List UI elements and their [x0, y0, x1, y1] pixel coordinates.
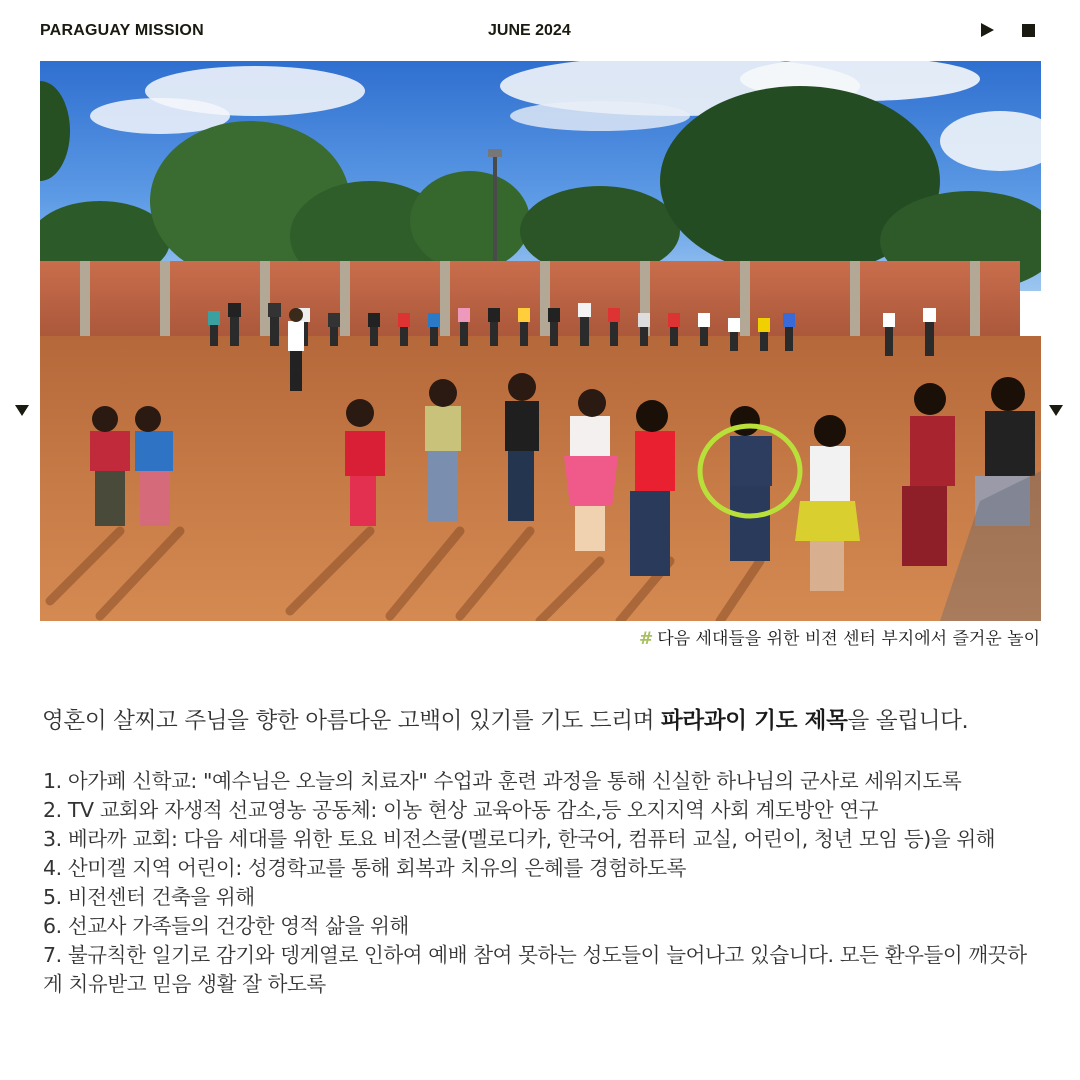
intro-after: 을 올립니다.	[847, 708, 969, 734]
photo-caption	[639, 624, 1040, 649]
mission-title: PARAGUAY MISSION	[40, 22, 204, 39]
prayer-list	[43, 767, 1043, 999]
prayer-item: 1. 아가페 신학교: "예수님은 오늘의 치료자" 수업과 훈련 과정을 통해 신실한 하나님의 군사로 세워지도록	[43, 769, 962, 793]
header	[0, 0, 1080, 60]
date-label: JUNE 2024	[488, 22, 571, 39]
mission-photo	[40, 61, 1041, 621]
left-triangle-icon[interactable]	[15, 405, 29, 416]
play-icon[interactable]	[981, 23, 994, 37]
intro-before: 영혼이 살찌고 주님을 향한 아름다운 고백이 있기를 기도 드리며	[42, 708, 661, 734]
intro-text	[42, 703, 968, 735]
prayer-item: 4. 산미겔 지역 어린이: 성경학교를 통해 회복과 치유의 은혜를 경험하도록	[43, 856, 686, 880]
right-triangle-icon[interactable]	[1049, 405, 1063, 416]
prayer-item: 3. 베라까 교회: 다음 세대를 위한 토요 비전스쿨(멜로디카, 한국어, 컴퓨터 교실, 어린이, 청년 모임 등)을 위해	[43, 827, 996, 851]
intro-bold: 파라과이 기도 제목	[660, 708, 848, 734]
stop-icon[interactable]	[1022, 24, 1035, 37]
prayer-item: 6. 선교사 가족들의 건강한 영적 삶을 위해	[43, 914, 409, 938]
prayer-item: 5. 비전센터 건축을 위해	[43, 885, 255, 909]
prayer-item: 7. 불규칙한 일기로 감기와 뎅게열로 인하여 예배 참여 못하는 성도들이 늘어나고 있습니다. 모든 환우들이 깨끗하게 치유받고 믿음 생활 잘 하도록	[43, 943, 1027, 996]
hashtag-icon: #	[639, 629, 654, 649]
prayer-item: 2. TV 교회와 자생적 선교영농 공동체: 이농 현상 교육아동 감소,등 오지지역 사회 계도방안 연구	[43, 798, 879, 822]
caption-text: 다음 세대들을 위한 비젼 센터 부지에서 즐거운 놀이	[657, 629, 1040, 649]
